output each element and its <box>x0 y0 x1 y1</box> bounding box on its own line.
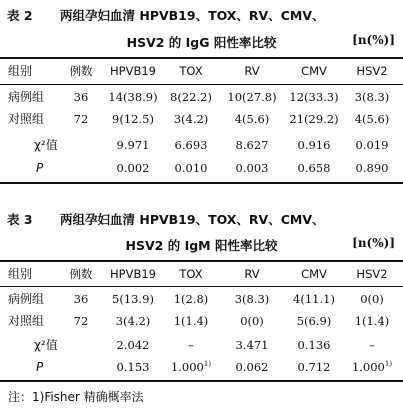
column-header: 例数 <box>69 267 93 281</box>
table2-header-row <box>0 61 403 81</box>
cell-value: 1.000 <box>351 360 385 374</box>
table-cell: 0(0) <box>240 314 264 328</box>
table-cell: 5(6.9) <box>296 314 332 328</box>
table-cell: 8(22.2) <box>170 90 212 104</box>
table-row <box>0 311 403 331</box>
row-label: 病例组 <box>8 90 45 104</box>
table3-header-rule <box>0 286 403 287</box>
table-cell: 0.890 <box>355 161 389 175</box>
table-cell: 1(1.4) <box>173 314 209 328</box>
table-cell: 0.658 <box>297 161 331 175</box>
table-cell: 3(4.2) <box>173 112 209 126</box>
table-cell: 0.916 <box>297 138 331 152</box>
column-header: RV <box>244 267 260 281</box>
table-row <box>0 357 403 377</box>
footnote-marker: 1) <box>203 360 212 368</box>
table-cell: 4(5.6) <box>354 112 390 126</box>
table2-title-line1: 两组孕妇血清 HPVB19、TOX、RV、CMV、 <box>60 8 325 23</box>
table-cell: 0.003 <box>235 161 269 175</box>
table-cell: 0.153 <box>116 360 150 374</box>
table2-top-rule <box>0 57 403 59</box>
table-cell: 8.627 <box>235 138 269 152</box>
row-label: 对照组 <box>8 314 45 328</box>
table3-top-rule <box>0 260 403 262</box>
column-header: TOX <box>179 64 203 78</box>
table2-bottom-rule <box>0 182 403 184</box>
row-label: P <box>36 360 44 374</box>
table-cell: 0.712 <box>297 360 331 374</box>
column-header: 组别 <box>8 267 33 281</box>
table-cell: 12(33.3) <box>289 90 339 104</box>
footnote: 注：1)Fisher 精确概率法 <box>8 390 144 404</box>
table-cell: 5(13.9) <box>112 292 154 306</box>
table-cell: 4(5.6) <box>234 112 270 126</box>
table-row <box>0 87 403 107</box>
footnote-marker: 1) <box>384 360 393 368</box>
table-cell: – <box>369 338 375 352</box>
table2-title-line2: HSV2 的 IgG 阳性率比较 <box>126 35 277 50</box>
table-cell: 0.019 <box>355 138 389 152</box>
column-header: TOX <box>179 267 203 281</box>
table-cell: 6.693 <box>174 138 208 152</box>
table-cell: 3(8.3) <box>354 90 390 104</box>
table-row <box>0 109 403 129</box>
table-cell: 36 <box>73 90 89 104</box>
table-row <box>0 135 403 155</box>
row-label: χ²值 <box>34 138 58 152</box>
table-cell: 14(38.9) <box>108 90 158 104</box>
column-header: HSV2 <box>356 267 388 281</box>
table-cell: 72 <box>73 112 89 126</box>
table3-bottom-rule <box>0 380 403 382</box>
table-cell: 0.062 <box>235 360 269 374</box>
table3-header-row <box>0 264 403 284</box>
table-cell: – <box>188 338 194 352</box>
table2-unit: [n(%)] <box>352 33 395 47</box>
row-label: 对照组 <box>8 112 45 126</box>
column-header: 组别 <box>8 64 33 78</box>
table-cell: 3(4.2) <box>115 314 151 328</box>
table-cell: 0.002 <box>116 161 150 175</box>
row-label: P <box>36 161 44 175</box>
column-header: HSV2 <box>356 64 388 78</box>
table-cell: 3.471 <box>235 338 269 352</box>
table-cell: 9(12.5) <box>112 112 154 126</box>
column-header: CMV <box>301 64 327 78</box>
table-cell: 72 <box>73 314 89 328</box>
column-header: 例数 <box>69 64 93 78</box>
table-row <box>0 289 403 309</box>
table-cell-with-footnote <box>344 357 400 377</box>
table2-header-rule <box>0 84 403 85</box>
table-cell: 4(11.1) <box>293 292 335 306</box>
table3-title-line2: HSV2 的 IgM 阳性率比较 <box>125 238 278 253</box>
column-header: HPVB19 <box>110 64 156 78</box>
table3-number: 表 3 <box>7 212 33 227</box>
table3-title-line1: 两组孕妇血清 HPVB19、TOX、RV、CMV、 <box>60 212 325 227</box>
table-cell: 21(29.2) <box>289 112 339 126</box>
table-cell: 0.136 <box>297 338 331 352</box>
table-row <box>0 158 403 178</box>
cell-value: 1.000 <box>170 360 204 374</box>
table-cell: 0.010 <box>174 161 208 175</box>
table-cell: 36 <box>73 292 89 306</box>
table-cell-with-footnote <box>163 357 219 377</box>
table-row <box>0 335 403 355</box>
table3-unit: [n(%)] <box>352 236 395 250</box>
table-cell: 10(27.8) <box>227 90 277 104</box>
table-cell: 9.971 <box>116 138 150 152</box>
table2-number: 表 2 <box>7 8 33 23</box>
row-label: χ²值 <box>34 338 58 352</box>
column-header: RV <box>244 64 260 78</box>
table-cell: 1(1.4) <box>354 314 390 328</box>
column-header: HPVB19 <box>110 267 156 281</box>
table-cell: 3(8.3) <box>234 292 270 306</box>
table-cell: 2.042 <box>116 338 150 352</box>
row-label: 病例组 <box>8 292 45 306</box>
table-cell: 0(0) <box>360 292 384 306</box>
table-cell: 1(2.8) <box>173 292 209 306</box>
column-header: CMV <box>301 267 327 281</box>
